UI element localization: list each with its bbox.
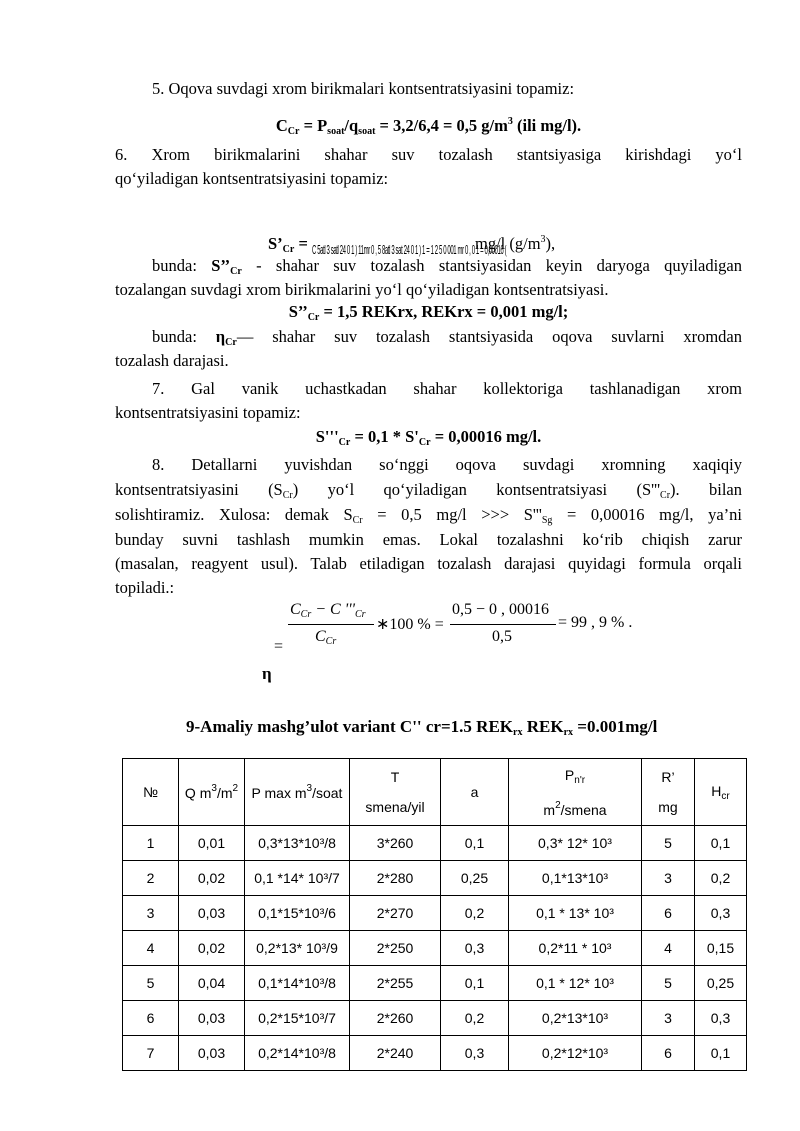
cell-pmax: 0,1*15*10³/6 <box>245 896 350 931</box>
cell-t: 2*280 <box>350 861 441 896</box>
cell-p: 0,2*11 * 10³ <box>509 931 642 966</box>
variant-table <box>122 758 747 1071</box>
denominator-right: 0,5 <box>492 628 512 645</box>
cell-p: 0,1 * 12* 10³ <box>509 966 642 1001</box>
table-header-row <box>123 759 747 826</box>
numerator-right: 0,5 − 0 , 00016 <box>452 601 550 618</box>
header-p: $P_{n'r}$ $m^2$/smena <box>509 759 642 826</box>
paragraph-6-line-1: 6. Xrom birikmalarini shahar suv tozalash stantsiyasiga kirishdagi yo‘l <box>115 145 742 164</box>
formula-allowed-inlet: $S’_{Cr} = C$ 5atl 3 satl 24 0 1 ) 11mr 0 , 5 8atl 3 sat 24 0 1 ) 1 = 1 2 5 0 001 mr 0 , 0 1 = 0,00016 (mg/l $(g/m^3)$, <box>268 230 555 262</box>
paragraph-8-line-1: 8. Detallarni yuvishdan so‘nggi oqova suvdagi xromning xaqiqiy <box>152 455 742 474</box>
result: = 99 , 9 % . <box>558 614 633 631</box>
header-q: Q $m^3/m^2$ <box>179 759 245 826</box>
cell-t: 2*255 <box>350 966 441 1001</box>
variant-heading: 9-Amaliy mashg’ulot variant C'' cr=1.5 $REK_{rx}$ $REK_{rx} =0.001mg/l$ <box>186 717 658 738</box>
cell-h: 0,15 <box>695 931 747 966</box>
cell-number: 5 <box>123 966 179 1001</box>
cell-h: 0,3 <box>695 1001 747 1036</box>
cell-a: 0,2 <box>441 1001 509 1036</box>
cell-number: 7 <box>123 1036 179 1071</box>
cell-a: 0,3 <box>441 1036 509 1071</box>
cell-number: 1 <box>123 826 179 861</box>
formula-s-double-prime: $S’’_{Cr} = 1,5$ REKrx, REKrx = 0,001 mg/l; <box>288 302 569 323</box>
formula-s-triple-prime: $S'''_{Cr} = 0,1 * S'_{Cr} = 0,00016$ mg/l. <box>315 427 542 448</box>
equals-sign: = <box>274 638 284 655</box>
table-row <box>123 931 747 966</box>
table-row <box>123 896 747 931</box>
cell-q: 0,03 <box>179 1036 245 1071</box>
cell-t: 2*250 <box>350 931 441 966</box>
cell-q: 0,04 <box>179 966 245 1001</box>
cell-r: 4 <box>642 931 695 966</box>
cell-number: 4 <box>123 931 179 966</box>
fraction-bar-right <box>450 624 556 625</box>
bunda-2-line-2: tozalash darajasi. <box>115 351 229 370</box>
cell-p: 0,1 * 13* 10³ <box>509 896 642 931</box>
compressed-formula-image: C 5atl 3 satl 24 0 1 ) 11mr 0 , 5 8atl 3 sat 24 0 1 ) 1 = 1 2 5 0 001 mr 0 , 0 1 = 0,00016 ( <box>312 245 507 259</box>
fraction-bar-left <box>288 624 374 625</box>
cell-a: 0,2 <box>441 896 509 931</box>
header-h: $H_{cr}$ <box>695 759 747 826</box>
cell-q: 0,03 <box>179 896 245 931</box>
cell-h: 0,2 <box>695 861 747 896</box>
cell-p: 0,1*13*10³ <box>509 861 642 896</box>
paragraph-7-line-2: kontsentratsiyasini topamiz: <box>115 403 301 422</box>
numerator-left: $C_{Cr} - C$ '''$_{Cr}$ <box>290 601 366 620</box>
table-row <box>123 1001 747 1036</box>
paragraph-8-line-5: (masalan, reagyent usul). Talab etiladigan tozalash darajasi quyidagi formula orqali <box>115 554 742 573</box>
cell-number: 2 <box>123 861 179 896</box>
cell-r: 6 <box>642 1036 695 1071</box>
cell-p: 0,2*12*10³ <box>509 1036 642 1071</box>
header-pmax: P $\max m^3$/soat <box>245 759 350 826</box>
denominator-left: $C_{Cr}$ <box>315 628 337 647</box>
table-row <box>123 861 747 896</box>
bunda-2-line-1: bunda: $\eta_{Cr}—$ shahar suv tozalash stantsiyasida oqova suvlarni xromdan <box>152 327 742 348</box>
formula-concentration: $C_{Cr} = P_{soat}/q_{soat} = 3,2/6,4 = 0,5$ $g/m^3$ (ili mg/l). <box>275 116 582 137</box>
cell-number: 6 <box>123 1001 179 1036</box>
paragraph-8-line-4: bunday suvni tashlash mumkin emas. Lokal tozalashni ko‘rib chiqish zarur <box>115 530 742 549</box>
cell-a: 0,1 <box>441 966 509 1001</box>
bunda-1-line-1: bunda: $S’’_{Cr}$ - shahar suv tozalash stantsiyasidan keyin daryoga quyiladigan <box>152 256 742 277</box>
eta-symbol: η <box>262 664 272 683</box>
cell-h: 0,1 <box>695 1036 747 1071</box>
cell-q: 0,02 <box>179 861 245 896</box>
paragraph-6-line-2: qo‘yiladigan kontsentratsiyasini topamiz: <box>115 169 389 188</box>
paragraph-8-line-6: topiladi.: <box>115 578 175 597</box>
cell-a: 0,25 <box>441 861 509 896</box>
cell-number: 3 <box>123 896 179 931</box>
cell-pmax: 0,1*14*10³/8 <box>245 966 350 1001</box>
cell-q: 0,02 <box>179 931 245 966</box>
cell-pmax: 0,1 *14* 10³/7 <box>245 861 350 896</box>
cell-p: 0,3* 12* 10³ <box>509 826 642 861</box>
table-row <box>123 966 747 1001</box>
cell-p: 0,2*13*10³ <box>509 1001 642 1036</box>
cell-t: 2*260 <box>350 1001 441 1036</box>
multiplier: ∗100 % = <box>376 616 444 633</box>
cell-q: 0,01 <box>179 826 245 861</box>
cell-pmax: 0,2*13* 10³/9 <box>245 931 350 966</box>
header-r: R’ mg <box>642 759 695 826</box>
cell-r: 5 <box>642 826 695 861</box>
table-row <box>123 1036 747 1071</box>
cell-h: 0,3 <box>695 896 747 931</box>
cell-r: 3 <box>642 861 695 896</box>
table-row <box>123 826 747 861</box>
paragraph-7-line-1: 7. Gal vanik uchastkadan shahar kollektoriga tashlanadigan xrom <box>152 379 742 398</box>
header-t: T smena/yil <box>350 759 441 826</box>
cell-h: 0,25 <box>695 966 747 1001</box>
cell-h: 0,1 <box>695 826 747 861</box>
paragraph-8-line-2: kontsentratsiyasini $(S_{Cr})$ yo‘l qo‘yiladigan kontsentratsiyasi $(S'''_{Cr})$. bilan <box>115 480 742 501</box>
header-a: a <box>441 759 509 826</box>
cell-a: 0,1 <box>441 826 509 861</box>
cell-t: 2*270 <box>350 896 441 931</box>
paragraph-8-line-3: solishtiramiz. Xulosa: demak $S_{Cr} = 0,5$ mg/l >>> $S'''_{Sg} = 0,00016$ mg/l, ya’ni <box>115 505 742 526</box>
cell-q: 0,03 <box>179 1001 245 1036</box>
cell-t: 3*260 <box>350 826 441 861</box>
paragraph-5: 5. Oqova suvdagi xrom birikmalari kontsentratsiyasini topamiz: <box>152 79 575 98</box>
cell-pmax: 0,2*14*10³/8 <box>245 1036 350 1071</box>
header-number: № <box>123 759 179 826</box>
cell-r: 6 <box>642 896 695 931</box>
cell-pmax: 0,3*13*10³/8 <box>245 826 350 861</box>
cell-a: 0,3 <box>441 931 509 966</box>
cell-r: 5 <box>642 966 695 1001</box>
cell-r: 3 <box>642 1001 695 1036</box>
bunda-1-line-2: tozalangan suvdagi xrom birikmalarini yo‘l qo‘yiladigan kontsentratsiyasi. <box>115 280 609 299</box>
cell-pmax: 0,2*15*10³/7 <box>245 1001 350 1036</box>
cell-t: 2*240 <box>350 1036 441 1071</box>
